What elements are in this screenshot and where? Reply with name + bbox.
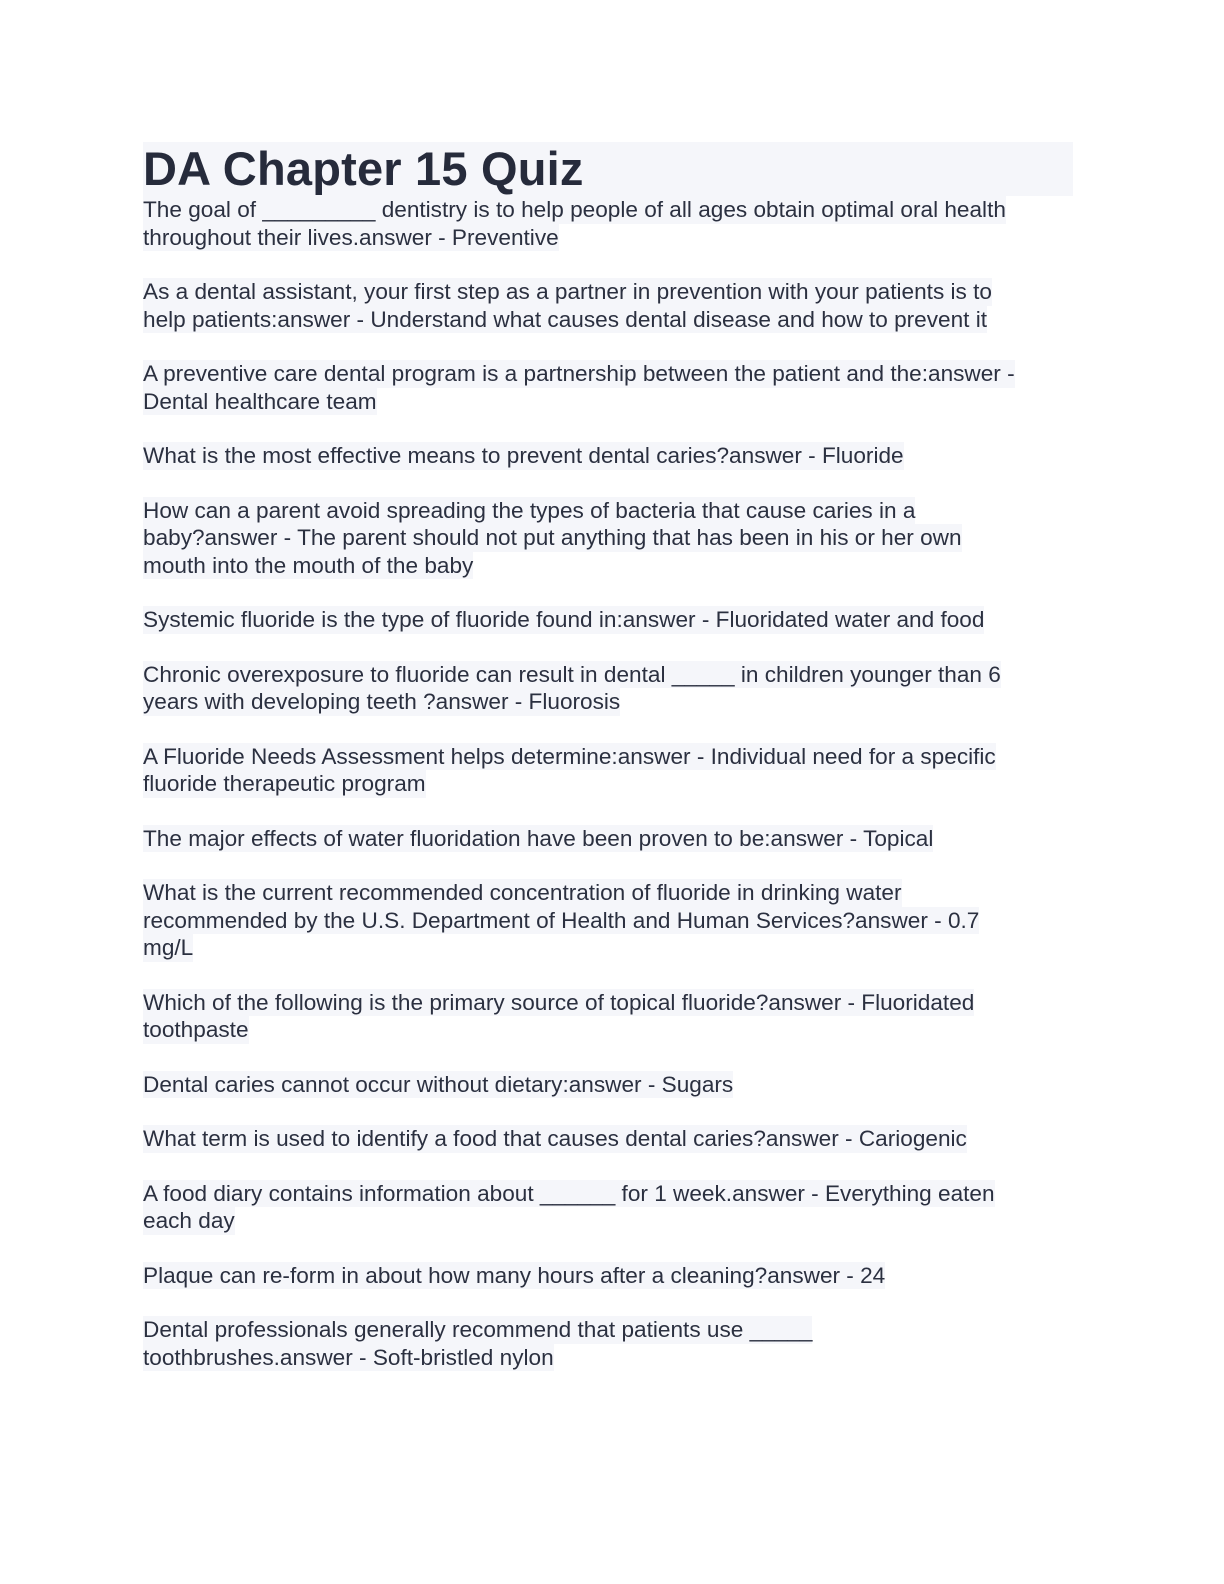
question-line: How can a parent avoid spreading the types of bacteria that cause caries in a: [143, 497, 916, 523]
question-line: A Fluoride Needs Assessment helps determine:answer - Individual need for a specific: [143, 743, 996, 769]
question-line: fluoride therapeutic program: [143, 771, 426, 796]
question-item: [143, 661, 1073, 716]
question-item: [143, 879, 1073, 962]
question-item: [143, 442, 1073, 470]
question-text: [143, 825, 1073, 853]
question-text: [143, 1180, 1073, 1235]
question-text: [143, 743, 1073, 798]
question-line: Which of the following is the primary source of topical fluoride?answer - Fluoridated: [143, 989, 975, 1015]
question-item: [143, 606, 1073, 634]
document-page: [143, 142, 1073, 1398]
question-text: [143, 360, 1073, 415]
question-item: [143, 497, 1073, 580]
question-line: toothpaste: [143, 1017, 249, 1042]
question-line: What is the most effective means to prevent dental caries?answer - Fluoride: [143, 443, 904, 468]
question-line: throughout their lives.answer - Preventive: [143, 224, 559, 250]
question-item: [143, 1125, 1073, 1153]
question-line: baby?answer - The parent should not put anything that has been in his or her own: [143, 525, 962, 550]
question-text: [143, 1316, 1073, 1371]
question-text: [143, 879, 1073, 962]
question-line: mouth into the mouth of the baby: [143, 552, 474, 578]
question-line: recommended by the U.S. Department of Health and Human Services?answer - 0.7: [143, 907, 980, 933]
question-text: [143, 497, 1073, 580]
question-line: Dental caries cannot occur without dietary:answer - Sugars: [143, 1071, 734, 1097]
question-text: [143, 606, 1073, 634]
question-line: toothbrushes.answer - Soft-bristled nylon: [143, 1344, 554, 1370]
question-text: [143, 661, 1073, 716]
question-item: [143, 989, 1073, 1044]
question-line: Chronic overexposure to fluoride can result in dental _____ in children younger than 6: [143, 661, 1001, 687]
question-item: [143, 743, 1073, 798]
question-line: A food diary contains information about ______ for 1 week.answer - Everything eaten: [143, 1180, 995, 1206]
question-text: [143, 196, 1073, 251]
question-line: What term is used to identify a food that causes dental caries?answer - Cariogenic: [143, 1126, 967, 1151]
question-item: [143, 278, 1073, 333]
question-line: help patients:answer - Understand what causes dental disease and how to prevent it: [143, 306, 988, 332]
question-line: What is the current recommended concentration of fluoride in drinking water: [143, 880, 902, 905]
question-list: [143, 196, 1073, 1371]
question-text: [143, 1071, 1073, 1099]
question-line: mg/L: [143, 935, 194, 960]
question-item: [143, 1262, 1073, 1290]
question-text: [143, 442, 1073, 470]
question-line: each day: [143, 1208, 235, 1233]
page-title: DA Chapter 15 Quiz: [143, 142, 1073, 196]
question-line: A preventive care dental program is a partnership between the patient and the:answer -: [143, 361, 1015, 386]
question-text: [143, 1125, 1073, 1153]
question-line: The goal of _________ dentistry is to help people of all ages obtain optimal oral health: [143, 197, 1006, 222]
question-item: [143, 360, 1073, 415]
question-line: years with developing teeth ?answer - Fluorosis: [143, 689, 621, 714]
question-line: Dental professionals generally recommend that patients use _____: [143, 1317, 813, 1342]
question-line: The major effects of water fluoridation have been proven to be:answer - Topical: [143, 825, 934, 851]
question-item: [143, 196, 1073, 251]
question-text: [143, 989, 1073, 1044]
question-item: [143, 1071, 1073, 1099]
question-item: [143, 825, 1073, 853]
question-text: [143, 278, 1073, 333]
question-item: [143, 1316, 1073, 1371]
question-line: As a dental assistant, your first step as a partner in prevention with your patients is to: [143, 279, 992, 304]
question-line: Plaque can re-form in about how many hours after a cleaning?answer - 24: [143, 1262, 886, 1288]
question-line: Dental healthcare team: [143, 388, 377, 414]
question-text: [143, 1262, 1073, 1290]
question-item: [143, 1180, 1073, 1235]
question-line: Systemic fluoride is the type of fluoride found in:answer - Fluoridated water and food: [143, 607, 985, 632]
